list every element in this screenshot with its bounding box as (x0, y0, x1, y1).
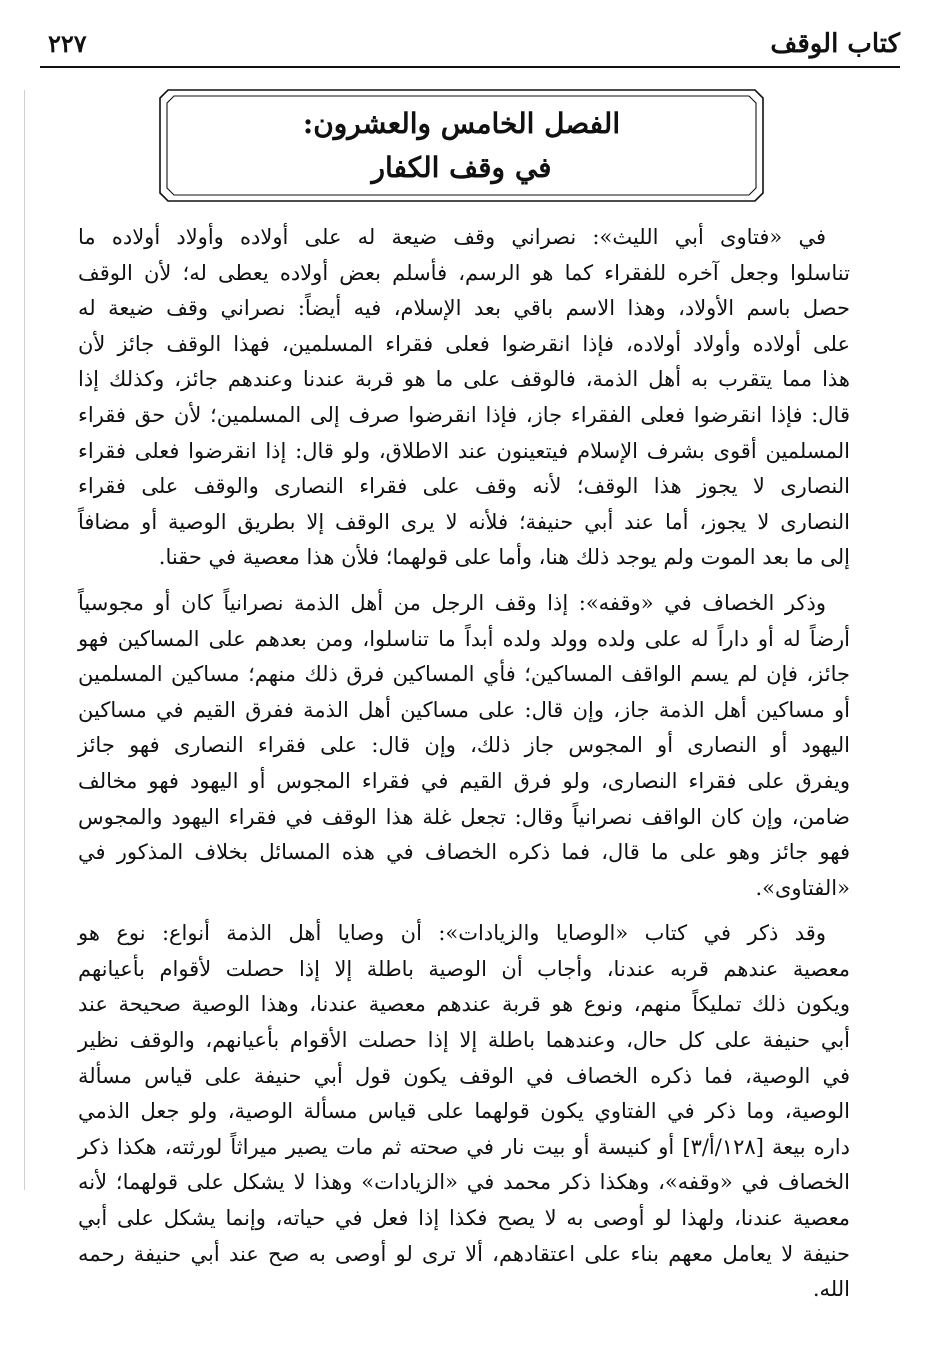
paragraph (78, 586, 850, 906)
text-line: أبي حنيفة على كل حال، وعندهما باطلة إلا إذا حصلت الأقوام بأعيانهم، والوقف نظير (78, 1028, 850, 1053)
page-number: ٢٢٧ (48, 29, 87, 58)
text-line: معصية عندنا، ولهذا لو أوصى به لا يصح فكذا إذا فعل في حياته، وإنما يشكل على أبي (78, 1206, 850, 1231)
paragraph (78, 916, 850, 1308)
text-line: على أولاده وأولاد أولاده، فإذا انقرضوا فعلى فقراء المسلمين، فهذا الوقف جائز لأن (78, 331, 850, 356)
chapter-title-box (158, 88, 765, 203)
text-line: ويفرق على فقراء النصارى، ولو فرق القيم في فقراء المجوس أو اليهود فهو مخالف (78, 768, 850, 793)
text-line: قال: فإذا انقرضوا فعلى الفقراء جاز، فإذا انقرضوا صرف إلى المسلمين؛ لأن حق فقراء (78, 402, 850, 427)
running-title: كتاب الوقف (770, 29, 900, 59)
text-line: إلى ما بعد الموت ولم يوجد ذلك هنا، وأما على قولهما؛ فلأن هذا معصية في حقنا. (158, 545, 850, 570)
text-line: الخصاف في «وقفه»، وهكذا ذكر محمد في «الزيادات» وهذا لا يشكل على قولهما؛ لأنه (78, 1170, 850, 1195)
text-line: وقد ذكر في كتاب «الوصايا والزيادات»: أن وصايا أهل الذمة أنواع: نوع هو (78, 921, 826, 946)
text-line: في الوصية، فما ذكره الخصاف في الوقف يكون قول أبي حنيفة على قياس مسألة (78, 1063, 850, 1088)
text-line: حنيفة لا يعامل معهم بناء على اعتقادهم، ألا ترى لو أوصى به صح عند أبي حنيفة رحمه (78, 1241, 850, 1266)
text-line: أو مساكين أهل الذمة جاز، وإن قال: على مساكين أهل الذمة ففرق القيم في مساكين (78, 697, 850, 722)
body-text (78, 220, 850, 1308)
text-line: أرضاً له أو داراً له على ولده وولد ولده أبداً ما تناسلوا، ومن بعدهم على المساكين فهو (78, 626, 850, 651)
paragraph (78, 220, 850, 576)
text-line: داره بيعة [١٢٨/أ/٣] أو كنيسة أو بيت نار في صحته ثم مات يصير ميراثاً لورثته، هكذا ذكر (78, 1134, 850, 1159)
chapter-subheading: في وقف الكفار (371, 151, 552, 184)
text-line: جائز، فإن لم يسم الواقف المساكين؛ فأي المساكين فرق ذلك منهم؛ مساكين المسلمين (78, 662, 850, 687)
text-line: فهو جائز وهو على ما قال، فما ذكره الخصاف في هذه المسائل بخلاف المذكور في (78, 840, 850, 865)
text-line: ضامن، وإن كان الواقف نصرانياً وقال: تجعل غلة هذا الوقف في فقراء اليهود والمجوس (78, 804, 850, 829)
text-line: تناسلوا وجعل آخره للفقراء كما هو الرسم، فأسلم بعض أولاده يعطى له؛ لأن الوقف (78, 260, 850, 285)
text-line: اليهود أو النصارى أو المجوس جاز ذلك، وإن قال: على فقراء النصارى فهو جائز (78, 733, 850, 758)
text-line: النصارى لا يجوز، أما عند أبي حنيفة؛ فلأنه لا يرى الوقف إلا بطريق الوصية أو مضافاً (78, 509, 850, 534)
text-line: ويكون ذلك تمليكاً منهم، ونوع هو قربة عندهم معصية عندنا، وهذا الوصية صحيحة عند (78, 992, 850, 1017)
text-line: معصية عندهم قربه عندنا، وأجاب أن الوصية باطلة إلا إذا حصلت لأقوام بأعيانهم (78, 956, 850, 981)
text-line: هذا مما يتقرب به أهل الذمة، فالوقف على ما هو قربة عندنا وعندهم جائز، وكذلك إذا (78, 367, 850, 392)
text-line: الوصية، وما ذكر في الفتاوي يكون قولهما على قياس مسألة الوصية، ولو جعل الذمي (78, 1099, 850, 1124)
page-header (40, 22, 900, 68)
chapter-heading: الفصل الخامس والعشرون: (302, 107, 621, 140)
text-line: وذكر الخصاف في «وقفه»: إذا وقف الرجل من أهل الذمة نصرانياً كان أو مجوسياً (78, 590, 826, 615)
text-line: في «فتاوى أبي الليث»: نصراني وقف ضيعة له على أولاده وأولاد أولاده ما (78, 225, 826, 249)
text-line: حصل باسم الأولاد، وهذا الاسم باقي بعد الإسلام، فيه أيضاً: نصراني وقف ضيعة له (78, 296, 850, 321)
gutter-rule (24, 90, 25, 1190)
text-line: «الفتاوى». (755, 875, 850, 900)
text-line: النصارى لا يجوز هذا الوقف؛ لأنه وقف على فقراء النصارى والوقف على فقراء (78, 474, 850, 499)
text-line: الله. (812, 1277, 850, 1302)
text-line: المسلمين أقوى بشرف الإسلام فيتعينون عند الاطلاق، ولو قال: إذا انقرضوا فعلى فقراء (78, 438, 850, 463)
